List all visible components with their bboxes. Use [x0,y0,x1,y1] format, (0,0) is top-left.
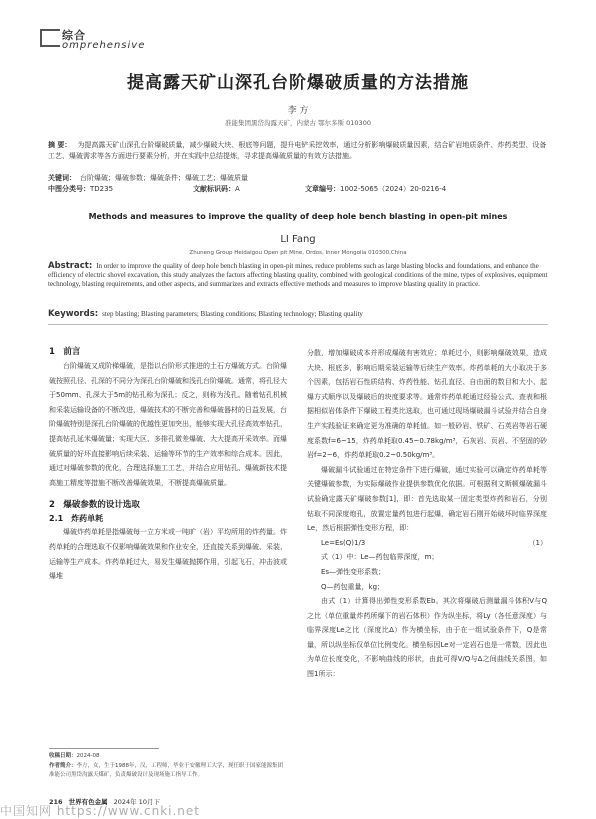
affiliation-en: Zhuneng Group Heidaigou Open pit Mine, Ordos, Inner Mongolia 010300,China [189,250,407,256]
section-2-heading: 2 爆破参数的设计选取 [49,500,140,511]
section-logo-en: omprehensive [62,40,146,51]
keywords-en-text: step blasting; Blasting parameters; Blasting conditions; Blasting technology; Blasting quality [102,310,363,318]
right-paragraph-1: 分散，增加爆破成本并形成爆破有害效应；单耗过小，则影响爆破效果，造成大块、根底多，影响后期采装运输等后续生产效率。炸药单耗的大小取决于多个因素，包括岩石性质结构、炸药性能、钻孔直径、自由面的数目和大小、起爆方式顺序以及爆破后的块度要求等。通常炸药单耗通过经验公式、查表和根据相似岩体条件下爆破工程类比选取，也可通过现场爆破漏斗试验并结合自身生产实践验证来确定更为准确的单耗值。如一般砂岩、铁矿、石英岩等岩石硬度系数f=6~15，炸药单耗取0.45~0.78kg/m³，石灰岩、页岩、不坚固的砂岩f=2~6，炸药单耗取0.2~0.50kg/m³。 [307,349,547,460]
keywords-en-label: Keywords: [48,309,99,319]
affiliation-cn: 准能集团黑岱沟露天矿，内蒙古 鄂尔多斯 010300 [225,119,371,127]
abstract-en-label: Abstract: [48,261,93,271]
clc-value: TD235 [90,185,114,193]
right-paragraph-2: 爆破漏斗试验通过在特定条件下进行爆破，通过实验可以确定炸药单耗等关键爆破参数，为实际爆破作业提供参数优化依据。可根据利文斯顿爆破漏斗试验确定露天矿爆破参数[1]，即：首先选取某一固定类型炸药和岩石，分别钻取不同深度炮孔，放置定量药包进行起爆，确定岩石刚开始破坏时临界深度Le，然后根据弹性变形方程，即： [307,465,547,533]
section-1-paragraph: 台阶爆破又成阶梯爆破，是指以台阶形式推进的土石方爆破方式。台阶爆破按照孔径、孔深的不同分为深孔台阶爆破和浅孔台阶爆破。通常，将孔径大于50mm、孔深大于5m的钻孔称为深孔；反之，则称为浅孔。随着钻孔机械和采装运输设备的不断改进，爆破技术的不断完善和爆破器材的日益发展，台阶爆破特别是深孔台阶爆破的优越性更加突出，能够实现大孔径高效率钻孔，提高钻孔延米爆破量；实现大区、多排孔微差爆破、大大提高开采效率。而爆破质量的好坏直接影响后续采装、运输等环节的生产效率和综合成本。因此，通过对爆破参数的优化，合理选择施工工艺，并结合应用钻孔、爆破新技术提高施工精度等措施不断改善爆破效果，不断提高爆破质量。 [49,362,287,487]
abstract-en [48,262,548,289]
section-2-1-heading: 2.1 炸药单耗 [49,514,104,524]
equation-where: 式（1）中：Le—药包临界深度，m； [321,553,439,562]
section-2-1-paragraph: 爆破炸药单耗是指爆破每一立方米或一吨旷（岩）平均所用的炸药量。炸药单耗的合理选取不仅影响爆破效果和作业安全，还直接关系到爆破、采装、运输等生产成本。炸药单耗过大，易发生爆破抛掷作用，引起飞石，冲击波或爆堆 [49,528,287,581]
body-left-column [49,345,287,584]
paper-title-en: Methods and measures to improve the quality of deep hole bench blasting in open-pit mines [88,212,508,221]
doc-code [193,184,240,194]
page-number: 216 [49,798,63,806]
keywords-cn-text: 台阶爆破；爆破参数；爆破条件；爆破工艺；爆破质量 [80,174,248,182]
article-no-value: 1002-5065（2024）20-0216-4 [340,185,447,193]
abstract-cn [48,140,548,162]
doc-code-label: 文献标识码： [193,185,235,193]
equation-1-formula: Le=Es(Q)1/3 [321,538,366,547]
equation-es-def: Es—弹性变形系数； [321,567,386,576]
equation-q-def: Q—药包重量，kg； [321,582,385,591]
article-no-label: 文章编号： [305,185,340,193]
footnote-received [49,752,287,761]
right-paragraph-3: 由式（1）计算得出弹性变形系数Eb。其次将爆破后测量漏斗体积V与Q之比（单位重量炸药所爆下的岩石体积）作为纵坐标，将Ly（各任意深度）与临界深度Le之比（深度比Δ）作为横坐标，由于在一组试验条件下，Q是常量，所以纵坐标仅单位比例变化。横坐标因Le对一定岩石也是一常数，因此也为单位长度变化，不影响曲线的形状，由此可得V/Q与Δ之间曲线关系图，如图1所示： [307,597,547,679]
author-bio-text: 李方，女，生于1988年，汉，工程师，毕业于安徽理工大学，现任职于国家能源集团准能公司黑岱沟露天煤矿，负责爆破设计及现场施工指导工作。 [49,763,284,778]
section-logo-cn: 综合 [62,29,86,42]
section-1-heading: 1 前言 [49,347,81,357]
journal-logo-bracket [40,29,60,47]
journal-issue: 2024年 10月下 [113,798,160,806]
clc-code [48,184,113,194]
footnote-author-bio [49,762,287,780]
body-right-column [307,346,547,682]
equation-1-number: （1） [528,538,547,547]
clc-label: 中图分类号： [48,185,90,193]
author-bio-label: 作者简介： [49,763,77,769]
abstract-en-text: In order to improve the quality of deep hole bench blasting in open-pit mines, reduce problems such as large blasting blocks and foundations, and enhance the efficiency of electric shovel excavation, this study analyzes the factors affecting blasting quality, combined with geological conditions of the mine, types of explosives, equipment technology, blasting requirements, and other aspects, and summarizes and extracts effective methods and measures to improve blasting quality in practice. [48,262,548,288]
author-cn: 李 方 [287,106,309,116]
journal-name: 世界有色金属 [68,798,108,806]
received-label: 收稿日期： [49,753,77,759]
doc-code-value: A [235,185,240,193]
equation-1 [307,536,547,551]
abstract-divider [48,324,548,325]
article-number [305,184,446,194]
footnote-divider [49,748,159,749]
received-date: 2024-08 [76,753,100,759]
cnki-watermark: 中国知网 https://www.cnki.net [0,804,200,818]
abstract-cn-label: 摘 要： [48,141,72,149]
paper-title-cn: 提高露天矿山深孔台阶爆破质量的方法措施 [127,73,469,93]
author-en: LI Fang [280,234,316,245]
keywords-cn [48,173,548,183]
keywords-cn-label: 关键词： [48,174,76,182]
keywords-en [48,309,548,319]
abstract-cn-text: 为提高露天矿山深孔台阶爆破质量，减少爆破大块、根底等问题，提升电铲采挖效率，通过分析影响爆破质量因素，结合矿岩地质条件、炸药类型、设备工艺、爆破需求等各方面进行要素分析，并在实践中总结提炼，寻求提高爆破质量的有效方法措施。 [48,141,547,160]
